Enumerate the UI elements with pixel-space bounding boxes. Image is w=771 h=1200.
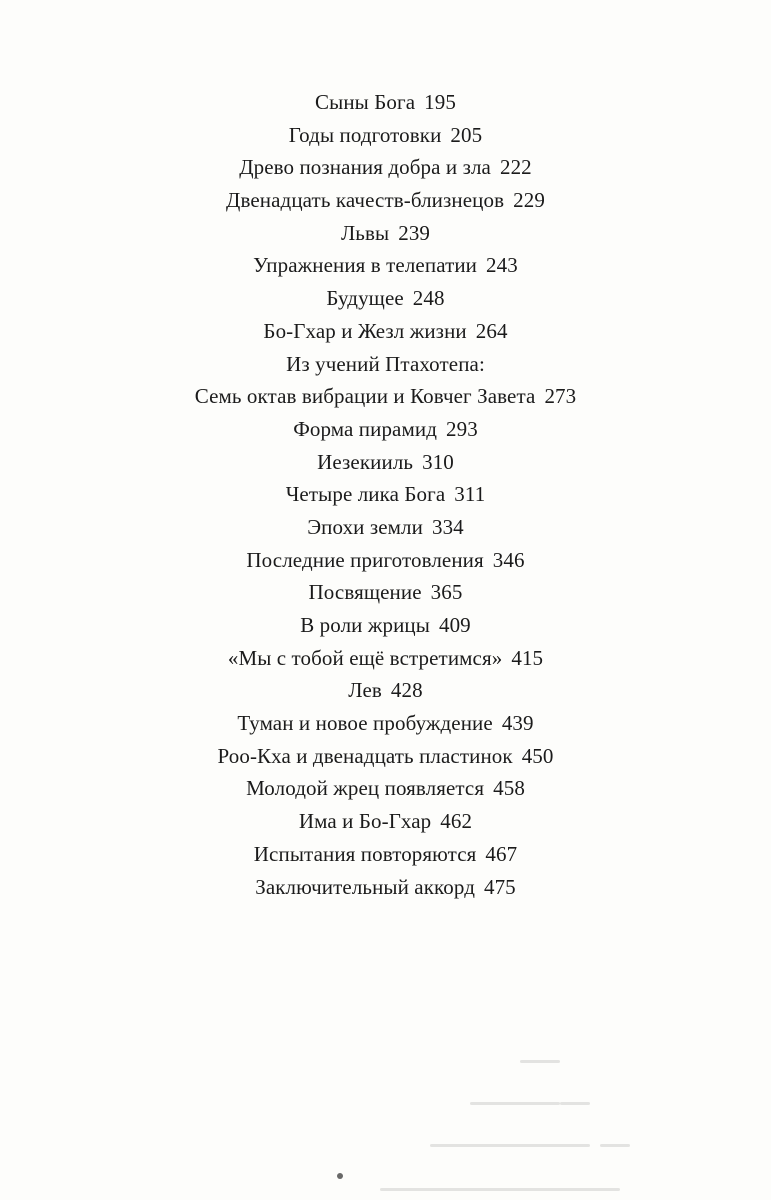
- toc-entry-page: 346: [492, 547, 525, 572]
- toc-entry-page: 264: [475, 318, 508, 343]
- toc-entry-title: «Мы с тобой ещё встретимся»: [227, 645, 503, 670]
- toc-entry-page: 475: [483, 874, 516, 899]
- toc-entry-title: Годы подготовки: [288, 122, 442, 147]
- toc-entry-title: Туман и новое пробуждение: [237, 711, 493, 736]
- toc-entry-title: Двенадцать качеств-близнецов: [226, 188, 505, 213]
- toc-entry-title: Будущее: [326, 286, 404, 311]
- toc-entry-page: 310: [422, 449, 454, 474]
- toc-entry-page: 243: [486, 253, 518, 278]
- toc-entry-page: 273: [544, 384, 577, 409]
- toc-entry-title: Има и Бо-Гхар: [298, 809, 432, 834]
- toc-entry-page: 248: [412, 286, 445, 311]
- toc-entry-page: 205: [450, 122, 483, 147]
- table-of-contents: [0, 86, 771, 903]
- toc-entry-title: Из учений Птахотепа:: [286, 351, 485, 376]
- bleed-through-marks: [0, 1040, 771, 1200]
- toc-entry-title: Молодой жрец появляется: [246, 776, 485, 801]
- toc-entry-page: 462: [440, 809, 473, 834]
- toc-entry-title: Семь октав вибрации и Ковчег Завета: [194, 384, 536, 409]
- toc-entry: [0, 478, 771, 511]
- toc-entry-title: В роли жрицы: [300, 613, 430, 637]
- toc-entry-page: 450: [521, 743, 554, 768]
- toc-entry: [0, 871, 771, 904]
- toc-entry: [0, 380, 771, 413]
- toc-entry-title: Роо-Кха и двенадцать пластинок: [217, 743, 513, 768]
- toc-entry-title: Лев: [348, 678, 382, 703]
- toc-entry-title: Четыре лика Бога: [285, 482, 446, 507]
- toc-entry-title: Эпохи земли: [307, 514, 423, 539]
- toc-entry: [0, 217, 771, 250]
- toc-entry-title: Последние приготовления: [246, 547, 484, 572]
- toc-entry: [0, 249, 771, 282]
- toc-entry: [0, 544, 771, 577]
- toc-entry: [0, 609, 771, 642]
- toc-entry-page: 334: [431, 514, 464, 539]
- toc-entry-page: 467: [485, 841, 518, 866]
- toc-entry: [0, 151, 771, 184]
- toc-entry-page: 458: [493, 776, 525, 801]
- toc-entry: [0, 772, 771, 805]
- toc-entry-title: Посвящение: [308, 580, 422, 605]
- toc-entry-page: 428: [390, 678, 423, 703]
- toc-entry: [0, 707, 771, 740]
- toc-entry: [0, 740, 771, 773]
- toc-entry-page: 311: [454, 482, 486, 507]
- toc-entry: [0, 119, 771, 152]
- toc-entry-page: 415: [511, 645, 544, 670]
- toc-entry-page: 365: [430, 580, 463, 605]
- toc-entry-title: Бо-Гхар и Жезл жизни: [263, 318, 467, 343]
- toc-section-heading: [0, 348, 771, 381]
- toc-entry-page: 409: [438, 613, 471, 637]
- toc-entry-title: Сыны Бога: [315, 90, 416, 114]
- toc-entry: [0, 446, 771, 479]
- toc-entry: [0, 315, 771, 348]
- toc-entry: [0, 576, 771, 609]
- toc-entry-page: 222: [499, 155, 532, 180]
- toc-entry-title: Заключительный аккорд: [255, 874, 475, 899]
- toc-entry-title: Древо познания добра и зла: [239, 155, 491, 180]
- toc-entry: [0, 838, 771, 871]
- toc-entry-title: Упражнения в телепатии: [253, 253, 478, 278]
- toc-entry-title: Форма пирамид: [293, 416, 437, 441]
- toc-entry-title: Испытания повторяются: [253, 841, 477, 866]
- toc-entry-page: 195: [424, 90, 456, 114]
- toc-entry-page: 229: [513, 188, 545, 213]
- toc-entry: [0, 184, 771, 217]
- toc-entry: [0, 805, 771, 838]
- toc-entry: [0, 86, 771, 119]
- toc-entry-page: 293: [446, 416, 478, 441]
- toc-entry-title: Иезекииль: [317, 449, 414, 474]
- toc-entry-title: Львы: [340, 220, 390, 245]
- toc-entry: [0, 282, 771, 315]
- toc-entry: [0, 642, 771, 675]
- toc-entry: [0, 413, 771, 446]
- toc-entry-page: 239: [398, 220, 431, 245]
- toc-entry: [0, 511, 771, 544]
- toc-entry: [0, 674, 771, 707]
- toc-entry-page: 439: [501, 711, 534, 736]
